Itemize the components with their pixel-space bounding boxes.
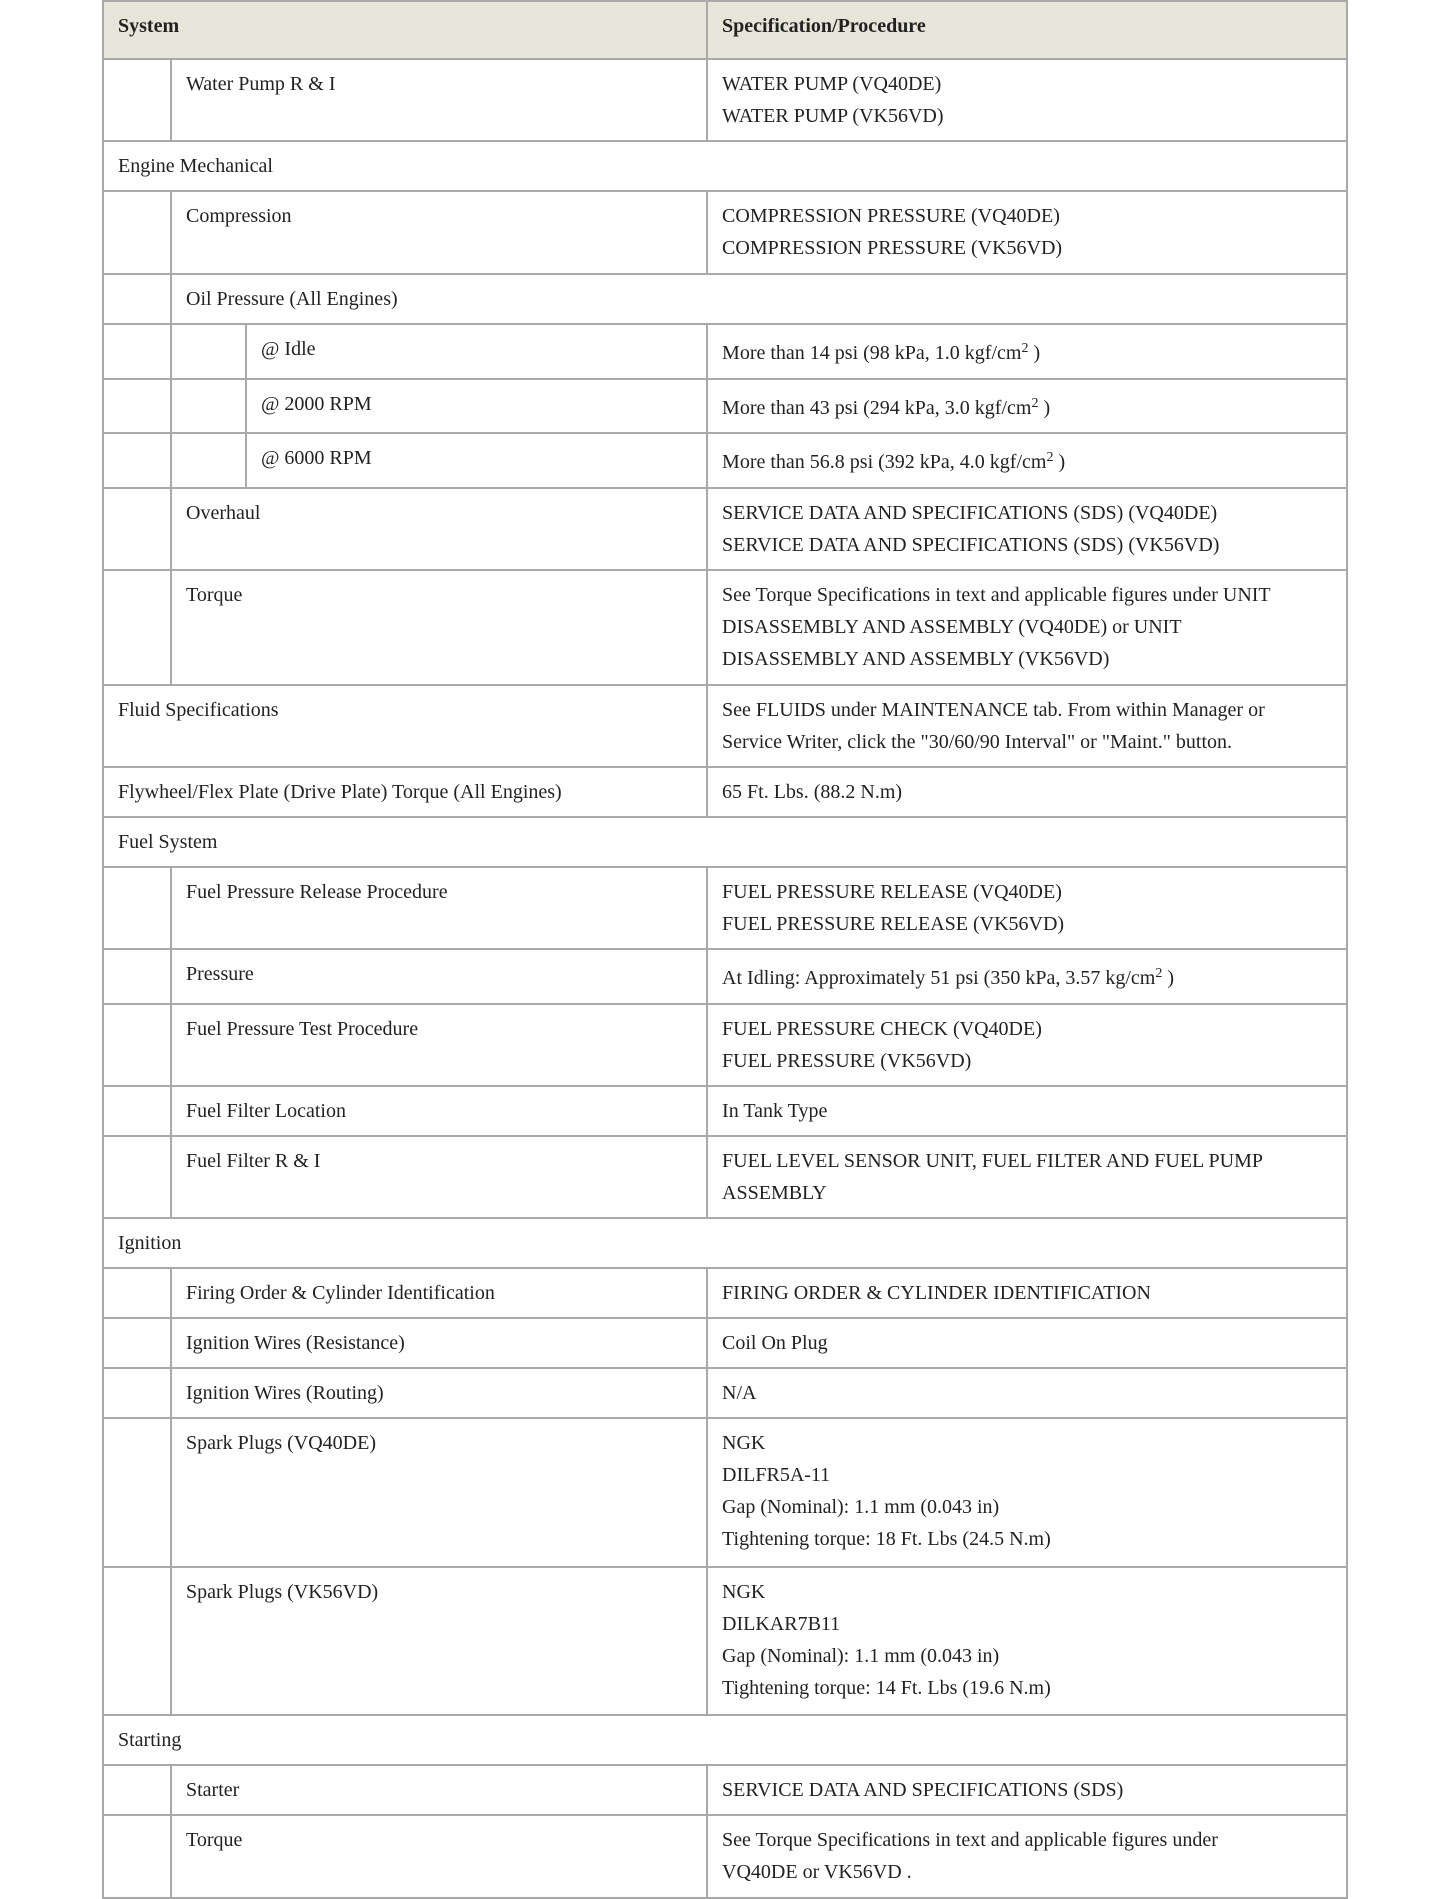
table-row	[103, 1136, 1347, 1218]
value-line: DISASSEMBLY AND ASSEMBLY (VK56VD)	[722, 648, 1110, 670]
row-value	[707, 1418, 1347, 1567]
value-line: Tightening torque: 14 Ft. Lbs (19.6 N.m)	[722, 1677, 1051, 1699]
value-line: DISASSEMBLY AND ASSEMBLY (VQ40DE) or UNIT	[722, 616, 1182, 638]
value-line: More than 56.8 psi (392 kPa, 4.0 kgf/$cm^2$ )	[722, 450, 1066, 473]
indent-cell	[103, 488, 171, 570]
indent-cell	[103, 949, 171, 1004]
row-value	[707, 59, 1347, 141]
row-value	[707, 685, 1347, 767]
table-row	[103, 433, 1347, 488]
value-line: At Idling: Approximately 51 psi (350 kPa, 3.57 $kg/cm^2$ )	[722, 966, 1175, 989]
table-row	[103, 1086, 1347, 1136]
row-value	[707, 949, 1347, 1004]
row-label: @ 2000 RPM	[246, 379, 707, 433]
row-value: 65 Ft. Lbs. (88.2 N.m)	[707, 767, 1347, 817]
value-line: Gap (Nominal): 1.1 mm (0.043 in)	[722, 1645, 1000, 1667]
superscript: 2	[1046, 450, 1054, 465]
row-value	[707, 324, 1347, 379]
indent-cell	[103, 324, 171, 379]
row-value	[707, 1136, 1347, 1218]
indent-cell	[171, 379, 246, 433]
row-value	[707, 1004, 1347, 1086]
row-label: Starter	[171, 1765, 707, 1815]
subsection-row	[103, 274, 1347, 324]
table-row	[103, 1004, 1347, 1086]
indent-cell	[171, 433, 246, 488]
indent-cell	[103, 59, 171, 141]
value-line: FUEL LEVEL SENSOR UNIT, FUEL FILTER AND FUEL PUMP	[722, 1150, 1263, 1172]
value-line: Tightening torque: 18 Ft. Lbs (24.5 N.m)	[722, 1528, 1051, 1550]
section-title: Ignition	[103, 1218, 1347, 1268]
value-line: WATER PUMP (VQ40DE)	[722, 73, 942, 95]
row-label: Pressure	[171, 949, 707, 1004]
row-value: In Tank Type	[707, 1086, 1347, 1136]
value-line: ASSEMBLY	[722, 1182, 827, 1204]
row-label: Flywheel/Flex Plate (Drive Plate) Torque (All Engines)	[103, 767, 707, 817]
table-row	[103, 488, 1347, 570]
indent-cell	[103, 379, 171, 433]
row-label: Firing Order & Cylinder Identification	[171, 1268, 707, 1318]
indent-cell	[103, 1268, 171, 1318]
row-label: Fluid Specifications	[103, 685, 707, 767]
row-label: Fuel Filter Location	[171, 1086, 707, 1136]
row-label: Torque	[171, 1815, 707, 1898]
row-label: @ Idle	[246, 324, 707, 379]
row-label: Water Pump R & I	[171, 59, 707, 141]
indent-cell	[103, 433, 171, 488]
value-line: WATER PUMP (VK56VD)	[722, 105, 944, 127]
row-value: FIRING ORDER & CYLINDER IDENTIFICATION	[707, 1268, 1347, 1318]
indent-cell	[103, 1368, 171, 1418]
table-header-row	[103, 1, 1347, 59]
row-label: Compression	[171, 191, 707, 274]
indent-cell	[103, 1318, 171, 1368]
column-header-system: System	[103, 1, 707, 59]
table-row	[103, 59, 1347, 141]
indent-cell	[103, 1136, 171, 1218]
value-line: FUEL PRESSURE (VK56VD)	[722, 1050, 972, 1072]
value-line: DILFR5A-11	[722, 1464, 831, 1486]
table-row	[103, 1765, 1347, 1815]
section-row	[103, 1218, 1347, 1268]
value-line: COMPRESSION PRESSURE (VK56VD)	[722, 237, 1063, 259]
row-value: Coil On Plug	[707, 1318, 1347, 1368]
indent-cell	[171, 324, 246, 379]
table-row	[103, 191, 1347, 274]
table-row	[103, 324, 1347, 379]
value-line: More than 14 psi (98 kPa, 1.0 kgf/$cm^2$ )	[722, 341, 1041, 364]
indent-cell	[103, 191, 171, 274]
value-line: Service Writer, click the "30/60/90 Interval" or "Maint." button.	[722, 731, 1233, 753]
row-label: Fuel Filter R & I	[171, 1136, 707, 1218]
row-value	[707, 1567, 1347, 1715]
table-row	[103, 1815, 1347, 1898]
table-row	[103, 867, 1347, 949]
value-line: NGK	[722, 1432, 766, 1454]
value-line: VQ40DE or VK56VD .	[722, 1861, 912, 1883]
row-label: Spark Plugs (VK56VD)	[171, 1567, 707, 1715]
row-label: Torque	[171, 570, 707, 685]
row-label: Ignition Wires (Routing)	[171, 1368, 707, 1418]
indent-cell	[103, 1086, 171, 1136]
row-label: Spark Plugs (VQ40DE)	[171, 1418, 707, 1567]
row-value	[707, 191, 1347, 274]
section-row	[103, 141, 1347, 191]
row-value	[707, 488, 1347, 570]
section-title: Engine Mechanical	[103, 141, 1347, 191]
indent-cell	[103, 867, 171, 949]
value-line: FUEL PRESSURE RELEASE (VQ40DE)	[722, 881, 1062, 903]
value-line: NGK	[722, 1581, 766, 1603]
superscript: 2	[1021, 341, 1029, 356]
indent-cell	[103, 274, 171, 324]
column-header-spec: Specification/Procedure	[707, 1, 1347, 59]
indent-cell	[103, 1004, 171, 1086]
indent-cell	[103, 1418, 171, 1567]
section-title: Starting	[103, 1715, 1347, 1765]
section-title: Fuel System	[103, 817, 1347, 867]
row-value	[707, 570, 1347, 685]
row-value	[707, 1815, 1347, 1898]
specifications-table	[102, 0, 1348, 1899]
table-row	[103, 1418, 1347, 1567]
indent-cell	[103, 570, 171, 685]
row-label: Fuel Pressure Test Procedure	[171, 1004, 707, 1086]
value-line: More than 43 psi (294 kPa, 3.0 kgf/$cm^2$ )	[722, 396, 1051, 419]
table-row	[103, 570, 1347, 685]
row-label: Overhaul	[171, 488, 707, 570]
value-line: SERVICE DATA AND SPECIFICATIONS (SDS) (VQ40DE)	[722, 502, 1218, 524]
table-row	[103, 767, 1347, 817]
value-line: DILKAR7B11	[722, 1613, 841, 1635]
section-row	[103, 817, 1347, 867]
indent-cell	[103, 1815, 171, 1898]
section-row	[103, 1715, 1347, 1765]
superscript: 2	[1155, 966, 1163, 981]
row-label: Ignition Wires (Resistance)	[171, 1318, 707, 1368]
row-value	[707, 433, 1347, 488]
table-row	[103, 1567, 1347, 1715]
value-line: SERVICE DATA AND SPECIFICATIONS (SDS) (VK56VD)	[722, 534, 1220, 556]
superscript: 2	[1031, 396, 1039, 411]
value-line: See Torque Specifications in text and applicable figures under UNIT	[722, 584, 1271, 606]
value-line: See FLUIDS under MAINTENANCE tab. From within Manager or	[722, 699, 1265, 721]
value-line: Gap (Nominal): 1.1 mm (0.043 in)	[722, 1496, 1000, 1518]
row-label: Fuel Pressure Release Procedure	[171, 867, 707, 949]
table-row	[103, 1268, 1347, 1318]
indent-cell	[103, 1765, 171, 1815]
value-line: FUEL PRESSURE RELEASE (VK56VD)	[722, 913, 1065, 935]
table-row	[103, 685, 1347, 767]
row-value: N/A	[707, 1368, 1347, 1418]
value-line: FUEL PRESSURE CHECK (VQ40DE)	[722, 1018, 1042, 1040]
table-row	[103, 1318, 1347, 1368]
table-row	[103, 379, 1347, 433]
table-row	[103, 1368, 1347, 1418]
row-label: @ 6000 RPM	[246, 433, 707, 488]
row-value: SERVICE DATA AND SPECIFICATIONS (SDS)	[707, 1765, 1347, 1815]
row-value	[707, 379, 1347, 433]
indent-cell	[103, 1567, 171, 1715]
table-row	[103, 949, 1347, 1004]
value-line: COMPRESSION PRESSURE (VQ40DE)	[722, 205, 1060, 227]
subsection-title: Oil Pressure (All Engines)	[171, 274, 1347, 324]
value-line: See Torque Specifications in text and applicable figures under	[722, 1829, 1218, 1851]
row-value	[707, 867, 1347, 949]
